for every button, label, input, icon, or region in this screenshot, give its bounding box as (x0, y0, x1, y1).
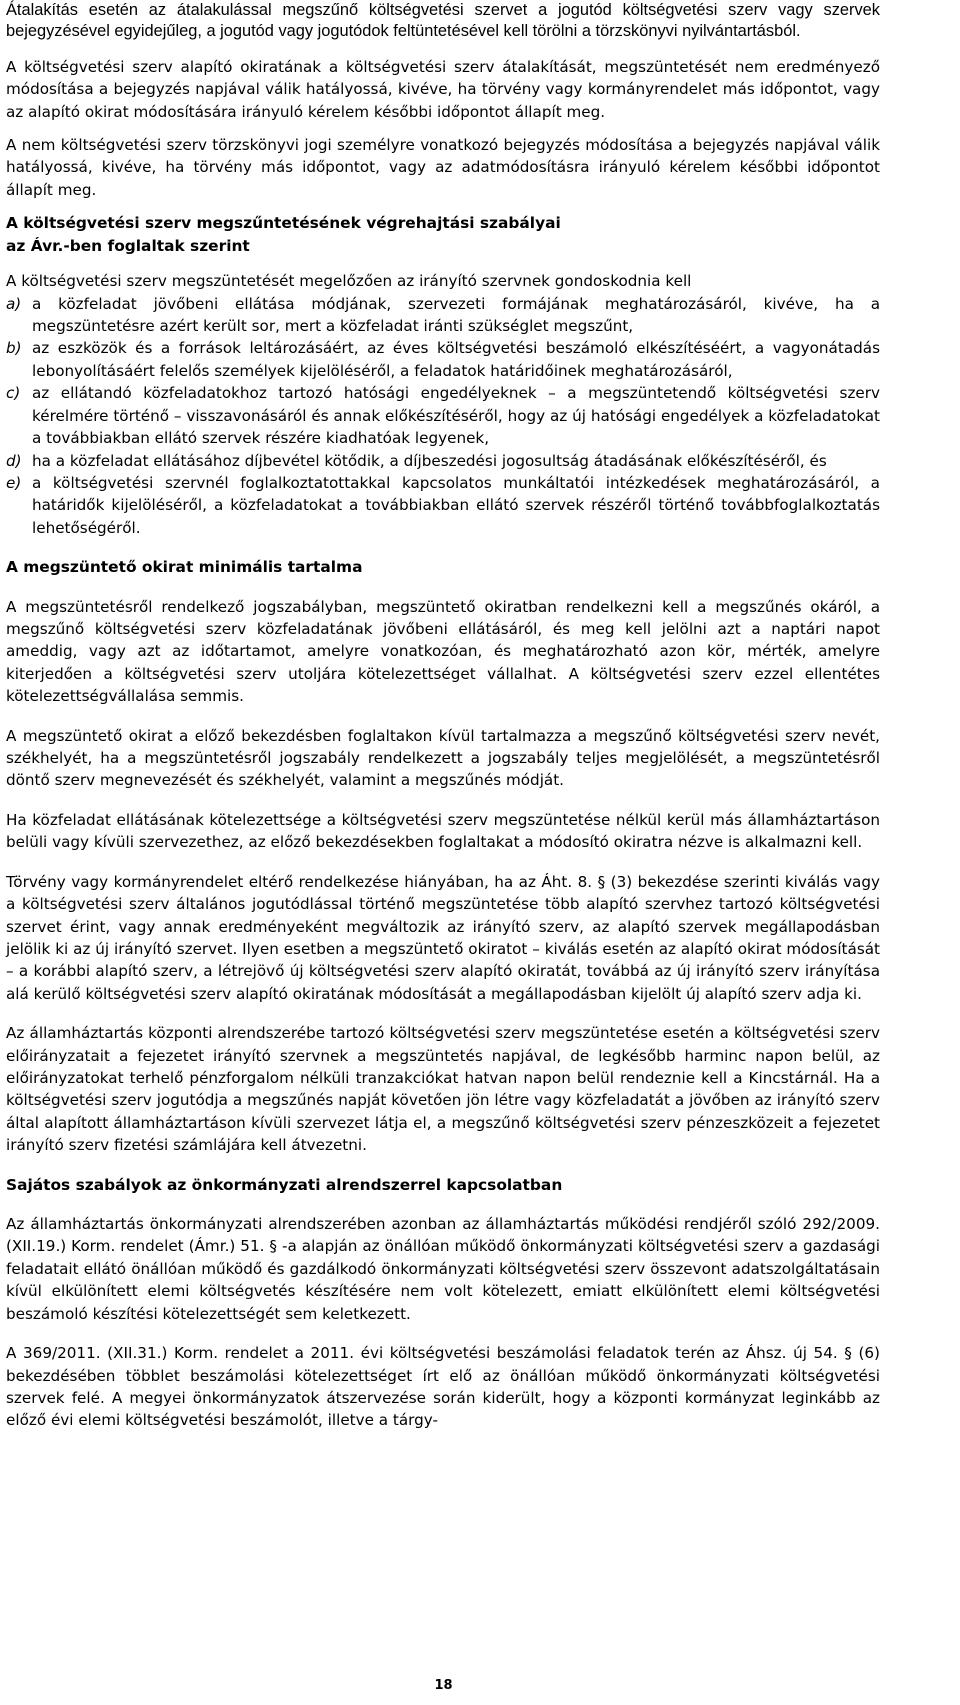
heading-execution-rules (6, 212, 880, 257)
paragraph-founding-document: A költségvetési szerv alapító okiratának a költségvetési szerv átalakítását, megszüntetését nem eredményező módosítása a bejegyzés napjával válik hatályossá, kivéve, ha törvény vagy kormányrendelet más időpontot, vagy az alapító okirat módosítására irányuló kérelem későbbi időpontot állapít meg. (6, 57, 880, 121)
list-item-text: az eszközök és a források leltározásáért, az éves költségvetési beszámoló elkészítéséért, a vagyonátadás lebonyolításáért felelős személyek kijelöléséről, a feladatok határidőinek meghatározásáról, (32, 339, 880, 380)
list-item (6, 382, 880, 449)
obligations-list (6, 293, 880, 539)
paragraph-succession: Törvény vagy kormányrendelet eltérő rendelkezése hiányában, ha az Áht. 8. § (3) bekezdése szerinti kiválás vagy a költségvetési szerv általános jogutódlással történő megszüntetése több alapító szervhez tartozó költségvetési szervet érint, vagy annak eredményeként megváltozik az irányító szerv, az alapító szervek megállapodásban jelölik ki az új irányító szervet. Ilyen esetben a megszüntető okiratot – kiválás esetén az alapító okirat módosítását – a korábbi alapító szerv, a létrejövő új költségvetési szerv alapító okiratát, továbbá az új irányító szerv irányítása alá kerülő költségvetési szerv alapító okiratának módosítását a megállapodásban kijelölt új alapító szerv adja ki. (6, 872, 880, 1003)
list-item (6, 293, 880, 338)
list-item (6, 450, 880, 472)
list-item-text: az ellátandó közfeladatokhoz tartozó hatósági engedélyeknek – a megszüntetendő költségvetési szerv kérelmére történő – visszavonásáról és annak előkészítéséről, hogy az új hatósági engedélyek a közfeladatokat a továbbiakban ellátó szervek részére kiadhatóak legyenek, (32, 384, 880, 448)
list-item-text: a költségvetési szervnél foglalkoztatottakkal kapcsolatos munkáltatói intézkedések meghatározásáról, a határidők kijelöléséről, a közfeladatokat a továbbiakban ellátó szervek részéről történő továbbfoglalkoztatás lehetőségéről. (32, 473, 880, 537)
list-item-text: ha a közfeladat ellátásához díjbevétel kötődik, a díjbeszedési jogosultság átadásának előkészítéséről, és (32, 451, 827, 470)
list-marker: c) (6, 384, 21, 403)
heading-execution-rules-line1: A költségvetési szerv megszűntetésének végrehajtási szabályai (6, 214, 561, 233)
paragraph-government-decree: A 369/2011. (XII.31.) Korm. rendelet a 2011. évi költségvetési beszámolási feladatok terén az Áhsz. új 54. § (6) bekezdésében többlet beszámolási kötelezettséget írt elő az önállóan működő önkormányzati költségvetési szervek felé. A megyei önkormányzatok átszervezése során kiderült, hogy a központi kormányzat leginkább az előző évi elemi költségvetési beszámolót, illetve a tárgy- (6, 1344, 880, 1430)
list-item-text: a közfeladat jövőbeni ellátása módjának, szervezeti formájának meghatározásáról, kivéve, ha a megszüntetésre azért került sor, mert a közfeladat iránti szükséglet megszűnt, (32, 294, 880, 336)
list-marker: a) (6, 294, 22, 313)
heading-minimum-content: A megszüntető okirat minimális tartalma (6, 558, 363, 577)
list-marker: e) (6, 473, 22, 492)
paragraph-municipal-subsystem: Az államháztartás önkormányzati alrendszerében azonban az államháztartás működési rendjéről szóló 292/2009. (XII.19.) Korm. rendelet (Ámr.) 51. § -a alapján az önállóan működő önkormányzati költségvetési szerv a gazdasági feladatait ellátó önállóan működő és gazdálkodó önkormányzati költségvetési szerv összevont adatszolgáltatásain kívül elkülönített elemi költségvetés készítésére nem volt kötelezett, emiatt elkülönített elemi költségvetési beszámoló készítési kötelezettségét sem keletkezett. (6, 1215, 880, 1323)
list-item (6, 337, 880, 382)
list-marker: d) (6, 451, 22, 470)
paragraph-central-subsystem: Az államháztartás központi alrendszerébe tartozó költségvetési szerv megszüntetése esetén a költségvetési szerv előirányzatait a fejezetet irányító szervnek a megszüntetés napjával, de legkésőbb harminc napon belül, az előirányzatokat terhelő pénzforgalom nélküli tranzakciókat hatvan napon belül rendeznie kell a Kincstárnál. Ha a költségvetési szerv jogutódja a megszűnés napját követően jön létre vagy közfeladatát a jövőben az irányító szerv által alapított államháztartáson kívüli szervezet látja el, a megszűnő költségvetési szerv pénzeszközeit a fejezetet irányító szerv fizetési számlájára kell átvezetni. (6, 1024, 880, 1155)
paragraph-public-task-transfer: Ha közfeladat ellátásának kötelezettsége a költségvetési szerv megszüntetése nélkül kerül más államháztartáson belüli vagy kívüli szervezethez, az előző bekezdésekben foglaltakat a módosító okiratra nézve is alkalmazni kell. (6, 810, 880, 852)
paragraph-termination-decree: A megszüntetésről rendelkező jogszabályban, megszüntető okiratban rendelkezni kell a megszűnés okáról, a megszűnő költségvetési szerv közfeladatának jövőbeni ellátásáról, és meg kell jelölni azt a naptári napot ameddig, vagy azt az időtartamot, amelyre vonatkozóan, és meghatározható azon kör, mérték, amelyre kiterjedően a költségvetési szerv utoljára kötelezettséget vállalhat. A költségvetési szerv ezzel ellentétes kötelezettségvállalása semmis. (6, 597, 880, 706)
heading-municipal-rules: Sajátos szabályok az önkormányzati alrendszerrel kapcsolatban (6, 1175, 563, 1194)
paragraph-transformation: Átalakítás esetén az átalakulással megszűnő költségvetési szervet a jogutód költségvetési szerv vagy szervek bejegyzésével egyidejűleg, a jogutód vagy jogutódok feltüntetésével kell törölni a törzskönyvi nyilvántartásból. (6, 1, 880, 41)
paragraph-list-intro: A költségvetési szerv megszüntetését megelőzően az irányító szervnek gondoskodnia kell (6, 272, 692, 291)
page-number: 18 (434, 1678, 453, 1693)
paragraph-termination-document-content: A megszüntető okirat a előző bekezdésben foglaltakon kívül tartalmazza a megszűnő költségvetési szerv nevét, székhelyét, ha a megszüntetésről jogszabály rendelkezett a jogszabály teljes megjelölését, a megszüntetésről döntő szerv megnevezését és székhelyét, valamint a megszűnés módját. (6, 726, 880, 790)
list-item (6, 472, 880, 539)
document-page (6, 0, 880, 1432)
heading-execution-rules-line2: az Ávr.-ben foglaltak szerint (6, 236, 250, 255)
paragraph-non-budget-entity: A nem költségvetési szerv törzskönyvi jogi személyre vonatkozó bejegyzés módosítása a bejegyzés napjával válik hatályossá, kivéve, ha törvény más időpontot, vagy az adatmódosításra irányuló kérelem későbbi időpontot állapít meg. (6, 136, 880, 199)
list-marker: b) (6, 339, 22, 358)
